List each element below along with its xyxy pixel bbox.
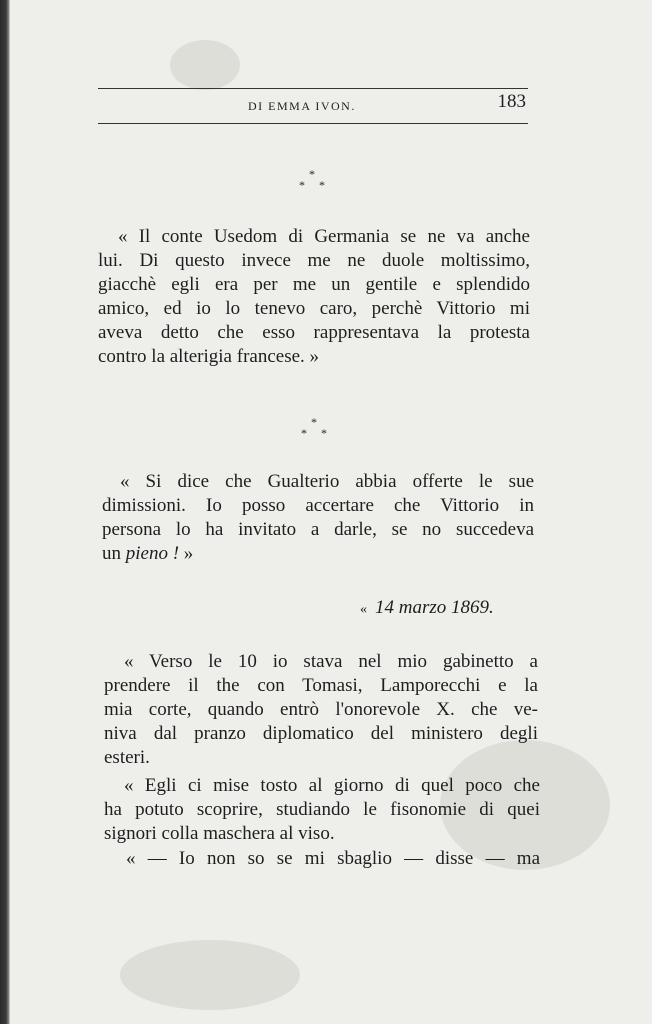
paragraph-egli [104, 774, 540, 846]
header-rule-bottom [98, 123, 528, 124]
text-line: giacchè egli era per me un gentile e splendido [98, 274, 530, 295]
header-rule-top [98, 88, 528, 89]
italic-word: pieno ! [125, 543, 180, 564]
paragraph-verso [104, 650, 538, 770]
paper-stain [120, 940, 300, 1010]
asterisk: * [309, 167, 315, 181]
text-line: contro la alterigia francese. » [98, 346, 320, 367]
closing-quote: » [179, 543, 194, 564]
text-line: « — Io non so se mi sbaglio — disse — ma [126, 848, 540, 869]
asterism-divider [296, 168, 336, 192]
date-entry [360, 597, 494, 619]
text-line: lui. Di questo invece me ne duole moltissimo, [98, 250, 530, 271]
text-line: mia corte, quando entrò l'onorevole X. che ve- [104, 699, 538, 720]
paragraph-usedom [98, 225, 530, 369]
text-line: aveva detto che esso rappresentava la protesta [98, 322, 530, 343]
running-head: DI EMMA IVON. [248, 99, 356, 113]
text-line: prendere il the con Tomasi, Lamporecchi e la [104, 675, 538, 696]
text-line: dimissioni. Io posso accertare che Vittorio in [102, 495, 534, 516]
text-line: « Si dice che Gualterio abbia offerte le sue [120, 471, 534, 492]
asterisk: * [319, 178, 325, 192]
book-spine-shadow [0, 0, 10, 1024]
text-line: « Verso le 10 io stava nel mio gabinetto a [124, 651, 538, 672]
asterisk: * [321, 426, 327, 440]
asterisk: * [299, 178, 305, 192]
text-fragment: un [102, 543, 121, 564]
page-header [98, 88, 528, 128]
page-number: 183 [497, 91, 526, 112]
text-line: « Il conte Usedom di Germania se ne va anche [118, 226, 530, 247]
text-line: signori colla maschera al viso. [104, 823, 335, 844]
text-line: persona lo ha invitato a darle, se no succedeva [102, 519, 534, 540]
text-line [102, 542, 534, 566]
date-quote-mark: « [360, 602, 367, 617]
asterisk: * [311, 415, 317, 429]
text-line: « Egli ci mise tosto al giorno di quel poco che [124, 775, 540, 796]
paragraph-io-non-so [104, 847, 540, 871]
asterisk: * [301, 426, 307, 440]
date-text: 14 marzo 1869. [375, 597, 494, 618]
asterism-divider [298, 416, 338, 440]
text-line: niva dal pranzo diplomatico del ministero degli [104, 723, 538, 744]
paper-stain [170, 40, 240, 90]
paragraph-gualterio [102, 470, 534, 566]
text-line: esteri. [104, 747, 150, 768]
text-line: amico, ed io lo tenevo caro, perchè Vittorio mi [98, 298, 530, 319]
text-line: ha potuto scoprire, studiando le fisonomie di quei [104, 799, 540, 820]
